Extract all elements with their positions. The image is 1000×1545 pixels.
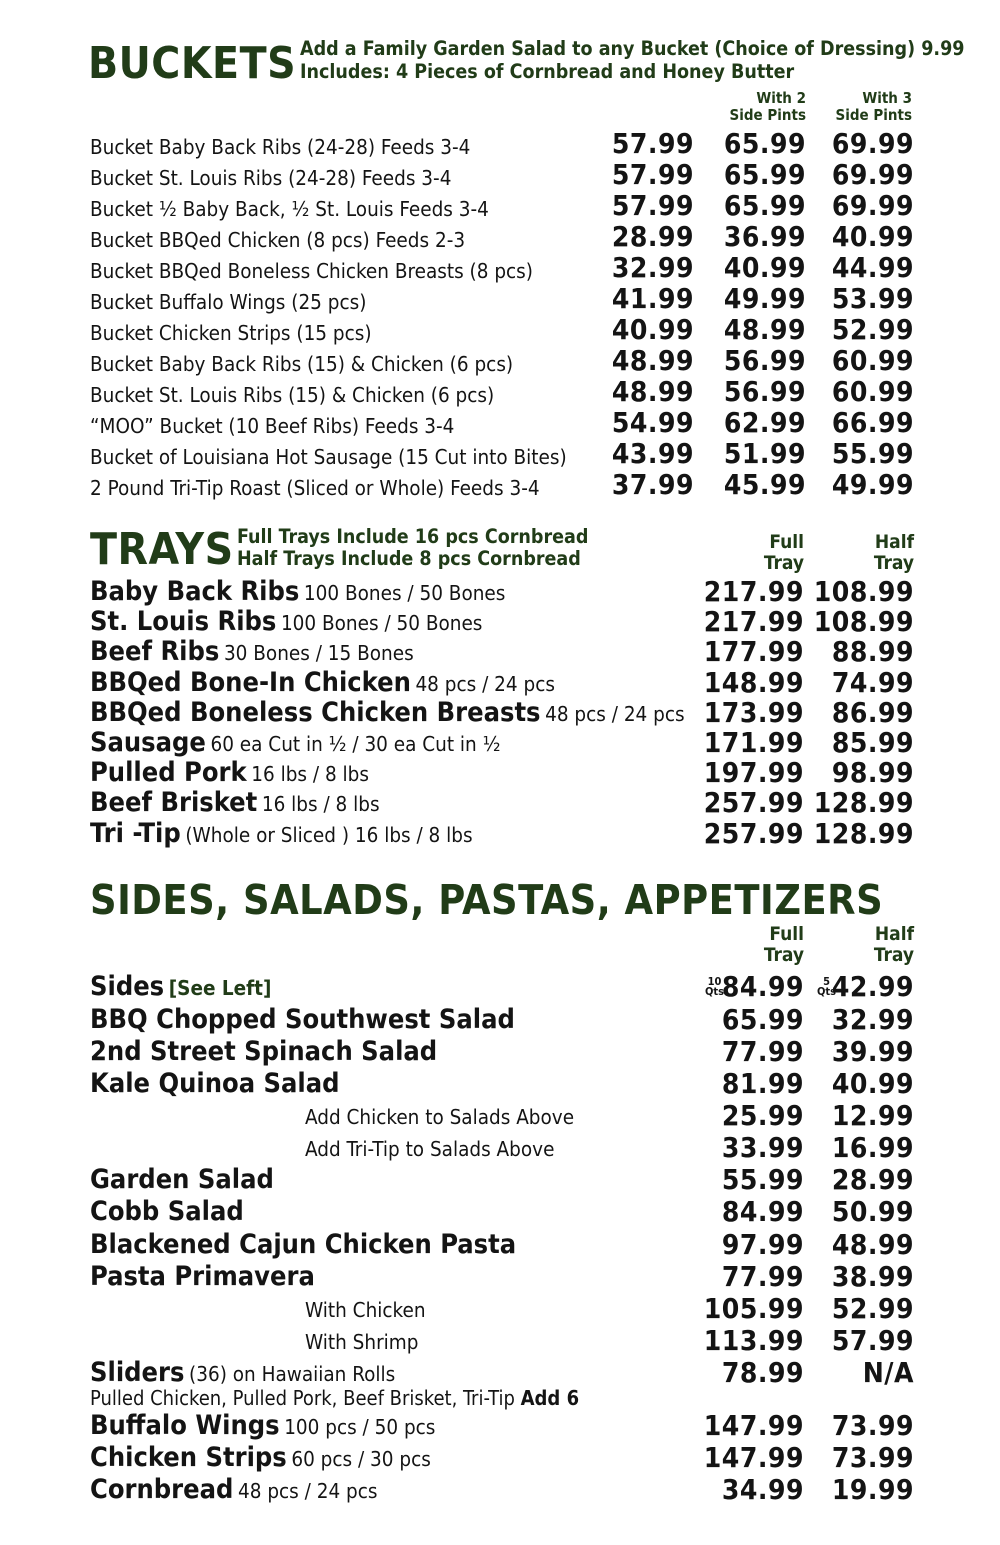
half-quantity-label	[817, 977, 836, 997]
column-header-line: With 2	[756, 89, 806, 107]
tray-half-price: 74.99	[831, 665, 914, 699]
tray-item-detail: 100 Bones / 50 Bones	[303, 581, 506, 605]
side-addon-name: With Shrimp	[305, 1330, 419, 1354]
tray-full-price: 257.99	[703, 816, 804, 850]
bucket-price: 49.99	[723, 282, 806, 315]
side-full-price: 147.99	[703, 1409, 804, 1442]
side-half-price: 40.99	[831, 1067, 914, 1100]
tray-item-detail: 16 lbs / 8 lbs	[261, 792, 380, 817]
bucket-item-name: Bucket Buffalo Wings (25 pcs)	[90, 290, 367, 314]
column-header-line: Half	[874, 923, 914, 945]
quantity-line: 10	[707, 975, 722, 988]
bucket-price: 32.99	[611, 251, 694, 284]
side-item-name: Garden Salad	[90, 1164, 274, 1195]
bucket-item-name: Bucket BBQed Chicken (8 pcs) Feeds 2-3	[90, 228, 466, 252]
tray-full-price: 217.99	[703, 575, 804, 608]
bucket-price: 40.99	[831, 220, 914, 253]
tray-full-price: 171.99	[703, 726, 804, 759]
column-header	[794, 532, 914, 574]
tray-item-name: BBQed Boneless Chicken Breasts	[90, 696, 541, 728]
side-item-name: Pasta Primavera	[90, 1261, 315, 1292]
bucket-price: 56.99	[723, 375, 806, 408]
side-half-price: 39.99	[831, 1035, 914, 1068]
side-addon-name: With Chicken	[305, 1298, 426, 1322]
bucket-price: 36.99	[723, 220, 806, 253]
bucket-price: 51.99	[723, 437, 806, 470]
side-item-name: Sides	[90, 971, 165, 1002]
side-item-detail: 60 pcs / 30 pcs	[291, 1447, 431, 1471]
side-full-price: 105.99	[703, 1292, 804, 1325]
column-header-line: Full	[769, 531, 804, 553]
side-item-name: BBQ Chopped Southwest Salad	[90, 1004, 515, 1035]
bucket-item-name: Bucket St. Louis Ribs (15) & Chicken (6 pcs)	[90, 383, 495, 407]
side-half-price: N/A	[862, 1356, 914, 1389]
tray-half-price: 98.99	[831, 756, 914, 790]
tray-half-price: 88.99	[831, 635, 914, 669]
column-header	[686, 90, 806, 124]
sides-section	[0, 870, 1000, 1545]
side-half-price: 12.99	[831, 1099, 914, 1132]
tray-item-detail: 60 ea Cut in ½ / 30 ea Cut in ½	[210, 732, 501, 756]
tray-half-price: 128.99	[813, 816, 914, 850]
side-item	[90, 1196, 244, 1231]
bucket-price: 40.99	[723, 251, 806, 284]
column-header	[794, 924, 914, 966]
bucket-price: 49.99	[831, 468, 914, 501]
tray-item-detail: 30 Bones / 15 Bones	[223, 641, 414, 666]
side-item	[90, 1261, 315, 1296]
side-half-price: 38.99	[831, 1260, 914, 1293]
side-item-detail: (36) on Hawaiian Rolls	[189, 1362, 396, 1386]
tray-item-detail: 16 lbs / 8 lbs	[251, 762, 369, 787]
side-full-price: 77.99	[721, 1035, 804, 1068]
bucket-item-name: Bucket BBQed Boneless Chicken Breasts (8 pcs)	[90, 259, 533, 283]
bucket-price: 62.99	[723, 406, 806, 439]
bucket-price: 56.99	[723, 344, 806, 377]
bucket-item-name: Bucket St. Louis Ribs (24-28) Feeds 3-4	[90, 166, 452, 190]
side-full-price: 78.99	[721, 1356, 804, 1389]
bucket-price: 28.99	[611, 220, 694, 253]
sliders-note	[90, 1385, 579, 1411]
bucket-price: 48.99	[611, 375, 694, 408]
tray-item-name: Sausage	[90, 727, 206, 758]
side-addon-name: Add Tri-Tip to Salads Above	[305, 1137, 555, 1161]
tray-item-name: Baby Back Ribs	[90, 576, 300, 607]
column-header-line: Tray	[873, 944, 914, 966]
side-item-name: Blackened Cajun Chicken Pasta	[90, 1229, 517, 1260]
side-item	[90, 1068, 340, 1103]
tray-item-detail: 48 pcs / 24 pcs	[545, 701, 685, 726]
trays-section	[0, 510, 1000, 870]
side-item-name: Sliders	[90, 1357, 185, 1388]
column-header-line: Half	[874, 531, 914, 553]
side-item	[90, 1410, 435, 1445]
bucket-price: 57.99	[611, 189, 694, 222]
tray-full-price: 148.99	[703, 665, 804, 699]
bucket-price: 69.99	[831, 189, 914, 222]
tray-half-price: 85.99	[831, 726, 914, 759]
bucket-price: 43.99	[611, 437, 694, 470]
column-header	[792, 90, 912, 124]
side-full-price: 147.99	[703, 1441, 804, 1474]
tray-half-price: 86.99	[831, 695, 914, 729]
tray-full-price: 177.99	[703, 635, 804, 669]
bucket-price: 44.99	[831, 251, 914, 284]
bucket-price: 57.99	[611, 158, 694, 191]
side-item	[90, 1229, 516, 1264]
bucket-price: 45.99	[723, 468, 806, 501]
tray-full-price: 173.99	[703, 695, 804, 729]
column-header	[684, 532, 804, 574]
column-header-line: Side Pints	[729, 106, 806, 124]
buckets-section	[0, 0, 1000, 510]
bucket-price: 48.99	[723, 313, 806, 346]
side-half-price: 50.99	[831, 1195, 914, 1228]
tray-half-price: 108.99	[813, 575, 914, 608]
side-item	[90, 1036, 437, 1071]
bucket-price: 65.99	[723, 127, 806, 160]
bucket-item-name: “MOO” Bucket (10 Beef Ribs) Feeds 3-4	[90, 414, 455, 438]
side-half-price: 16.99	[831, 1131, 914, 1164]
side-full-price: 34.99	[721, 1473, 804, 1506]
side-item-name: Chicken Strips	[90, 1442, 287, 1473]
side-half-price: 19.99	[831, 1473, 914, 1506]
sliders-options: Pulled Chicken, Pulled Pork, Beef Brisket, Tri-Tip	[90, 1386, 515, 1410]
side-half-price: 48.99	[831, 1228, 914, 1261]
tray-item-name: BBQed Bone-In Chicken	[90, 666, 411, 698]
side-item-name: 2nd Street Spinach Salad	[90, 1036, 438, 1067]
side-full-price: 65.99	[721, 1003, 804, 1036]
bucket-price: 60.99	[831, 375, 914, 408]
tray-item	[90, 818, 473, 853]
column-header-line: Tray	[763, 552, 804, 574]
tray-item-detail: 100 Bones / 50 Bones	[280, 611, 483, 636]
side-full-price: 33.99	[721, 1131, 804, 1164]
side-full-price: 84.99	[721, 970, 804, 1003]
side-half-price: 32.99	[831, 1003, 914, 1036]
tray-half-price: 128.99	[813, 786, 914, 820]
side-item	[90, 1004, 515, 1039]
full-quantity-label	[705, 977, 724, 997]
side-item	[90, 1164, 274, 1199]
quantity-line: 5	[823, 975, 830, 988]
quantity-line: Qts	[817, 985, 837, 998]
tray-full-price: 257.99	[703, 786, 804, 820]
tray-full-price: 217.99	[703, 605, 804, 639]
bucket-price: 66.99	[831, 406, 914, 439]
bucket-item-name: Bucket of Louisiana Hot Sausage (15 Cut into Bites)	[90, 445, 567, 469]
side-item-detail: [See Left]	[168, 976, 272, 1000]
column-header-line: Side Pints	[835, 106, 912, 124]
quantity-line: Qts	[705, 985, 725, 998]
tray-full-price: 197.99	[703, 756, 804, 790]
tray-half-note: Half Trays Include 8 pcs Cornbread	[237, 547, 581, 570]
side-half-price: 42.99	[831, 970, 914, 1003]
tray-half-price: 108.99	[813, 605, 914, 639]
bucket-price: 54.99	[611, 406, 694, 439]
side-item	[90, 1442, 431, 1477]
side-item-name: Buffalo Wings	[90, 1410, 280, 1441]
side-item-name: Kale Quinoa Salad	[90, 1068, 340, 1099]
section-title: SIDES, SALADS, PASTAS, APPETIZERS	[90, 876, 884, 924]
side-half-price: 73.99	[831, 1441, 914, 1474]
sliders-add-price: Add 6	[520, 1386, 580, 1410]
side-item-detail: 100 pcs / 50 pcs	[284, 1415, 436, 1439]
tray-item-detail: (Whole or Sliced ) 16 lbs / 8 lbs	[185, 822, 473, 847]
bucket-item-name: Bucket ½ Baby Back, ½ St. Louis Feeds 3-4	[90, 197, 489, 221]
tray-item-name: Beef Ribs	[90, 636, 220, 668]
bucket-price: 41.99	[611, 282, 694, 315]
side-half-price: 57.99	[831, 1324, 914, 1357]
side-item	[90, 1474, 378, 1509]
tray-full-note: Full Trays Include 16 pcs Cornbread	[237, 525, 589, 548]
tray-item-name: St. Louis Ribs	[90, 606, 277, 638]
bucket-salad-note: Add a Family Garden Salad to any Bucket (Choice of Dressing) 9.99	[300, 37, 965, 60]
column-header	[684, 924, 804, 966]
column-header-line: Full	[769, 923, 804, 945]
bucket-price: 37.99	[611, 468, 694, 501]
tray-item-name: Tri -Tip	[90, 817, 181, 849]
side-addon-name: Add Chicken to Salads Above	[305, 1105, 575, 1129]
side-full-price: 113.99	[703, 1324, 804, 1357]
bucket-item-name: Bucket Baby Back Ribs (24-28) Feeds 3-4	[90, 135, 471, 159]
bucket-price: 52.99	[831, 313, 914, 346]
tray-item-name: Beef Brisket	[90, 787, 258, 819]
side-half-price: 28.99	[831, 1163, 914, 1196]
bucket-item-name: Bucket Baby Back Ribs (15) & Chicken (6 pcs)	[90, 352, 514, 376]
bucket-price: 69.99	[831, 158, 914, 191]
side-full-price: 55.99	[721, 1163, 804, 1196]
side-full-price: 77.99	[721, 1260, 804, 1293]
side-item-detail: 48 pcs / 24 pcs	[238, 1479, 378, 1503]
bucket-price: 53.99	[831, 282, 914, 315]
tray-item-name: Pulled Pork	[90, 757, 247, 789]
column-header-line: Tray	[873, 552, 914, 574]
side-full-price: 25.99	[721, 1099, 804, 1132]
column-header-line: Tray	[763, 944, 804, 966]
bucket-price: 48.99	[611, 344, 694, 377]
bucket-price: 60.99	[831, 344, 914, 377]
bucket-price: 65.99	[723, 158, 806, 191]
side-full-price: 84.99	[721, 1195, 804, 1228]
side-half-price: 73.99	[831, 1409, 914, 1442]
side-item-name: Cornbread	[90, 1474, 234, 1505]
bucket-price: 57.99	[611, 127, 694, 160]
section-title: BUCKETS	[88, 38, 297, 89]
side-full-price: 81.99	[721, 1067, 804, 1100]
column-header-line: With 3	[862, 89, 912, 107]
side-half-price: 52.99	[831, 1292, 914, 1325]
side-item	[90, 971, 271, 1006]
bucket-price: 40.99	[611, 313, 694, 346]
section-title: TRAYS	[90, 524, 234, 575]
side-full-price: 97.99	[721, 1228, 804, 1261]
bucket-price: 69.99	[831, 127, 914, 160]
bucket-includes-note: Includes: 4 Pieces of Cornbread and Honey Butter	[300, 60, 795, 83]
bucket-price: 65.99	[723, 189, 806, 222]
bucket-price: 55.99	[831, 437, 914, 470]
tray-item-detail: 48 pcs / 24 pcs	[415, 671, 555, 696]
side-item-name: Cobb Salad	[90, 1196, 244, 1227]
bucket-item-name: Bucket Chicken Strips (15 pcs)	[90, 321, 372, 345]
bucket-item-name: 2 Pound Tri-Tip Roast (Sliced or Whole) Feeds 3-4	[90, 476, 540, 500]
